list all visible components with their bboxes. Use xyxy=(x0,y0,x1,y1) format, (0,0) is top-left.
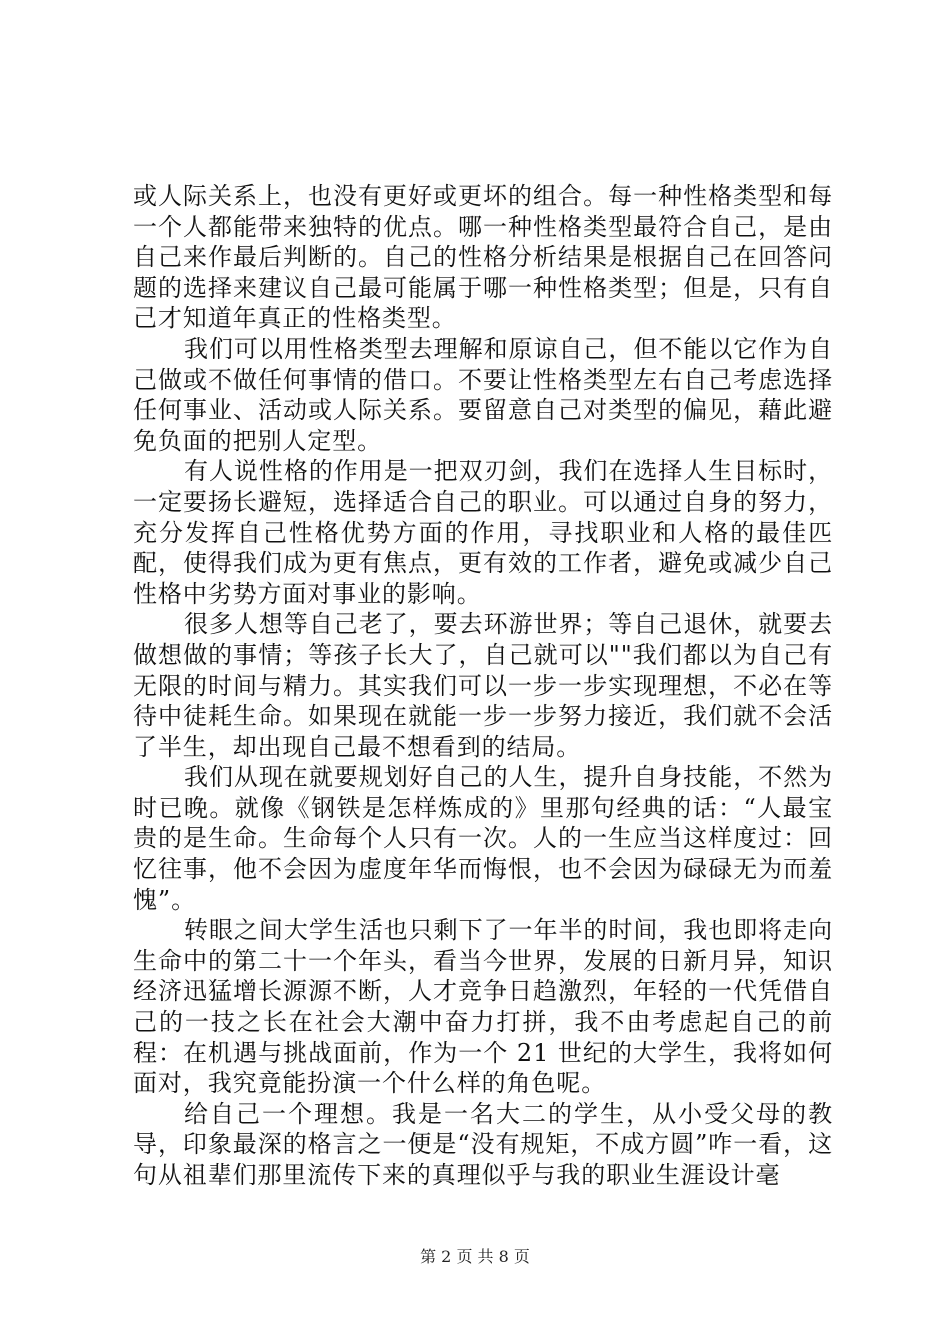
paragraph-1: 或人际关系上，也没有更好或更坏的组合。每一种性格类型和每一个人都能带来独特的优点。哪一种性格类型最符合自己，是由自己来作最后判断的。自己的性格分析结果是根据自己在回答问题的选择来建议自己最可能属于哪一种性格类型；但是，只有自己才知道年真正的性格类型。 xyxy=(133,182,833,333)
paragraph-6: 转眼之间大学生活也只剩下了一年半的时间，我也即将走向生命中的第二十一个年头，看当今世界，发展的日新月异，知识经济迅猛增长源源不断，人才竞争日趋激烈，年轻的一代凭借自己的一技之长在社会大潮中奋力打拼，我不由考虑起自己的前程：在机遇与挑战面前，作为一个 21 世纪的大学生，我将如何面对，我究竟能扮演一个什么样的角色呢。 xyxy=(133,916,833,1098)
paragraph-2: 我们可以用性格类型去理解和原谅自己，但不能以它作为自己做或不做任何事情的借口。不要让性格类型左右自己考虑选择任何事业、活动或人际关系。要留意自己对类型的偏见，藉此避免负面的把别人定型。 xyxy=(133,334,833,455)
paragraph-3: 有人说性格的作用是一把双刃剑，我们在选择人生目标时，一定要扬长避短，选择适合自己的职业。可以通过自身的努力，充分发挥自己性格优势方面的作用，寻找职业和人格的最佳匹配，使得我们成为更有焦点，更有效的工作者，避免或减少自己性格中劣势方面对事业的影响。 xyxy=(133,457,833,608)
paragraph-4: 很多人想等自己老了，要去环游世界；等自己退休，就要去做想做的事情；等孩子长大了，自己就可以""我们都以为自己有无限的时间与精力。其实我们可以一步一步实现理想，不必在等待中徒耗生命。如果现在就能一步一步努力接近，我们就不会活了半生，却出现自己最不想看到的结局。 xyxy=(133,610,833,761)
paragraph-5: 我们从现在就要规划好自己的人生，提升自身技能，不然为时已晚。就像《钢铁是怎样炼成的》里那句经典的话：“人最宝贵的是生命。生命每个人只有一次。人的一生应当这样度过：回忆往事，他不会因为虚度年华而悔恨，也不会因为碌碌无为而羞愧”。 xyxy=(133,763,833,914)
paragraph-7: 给自己一个理想。我是一名大二的学生，从小受父母的教导，印象最深的格言之一便是“没有规矩，不成方圆”咋一看，这句从祖辈们那里流传下来的真理似乎与我的职业生涯设计毫 xyxy=(133,1099,833,1189)
document-body xyxy=(133,181,833,1191)
page-footer: 第 2 页 共 8 页 xyxy=(420,1247,530,1266)
